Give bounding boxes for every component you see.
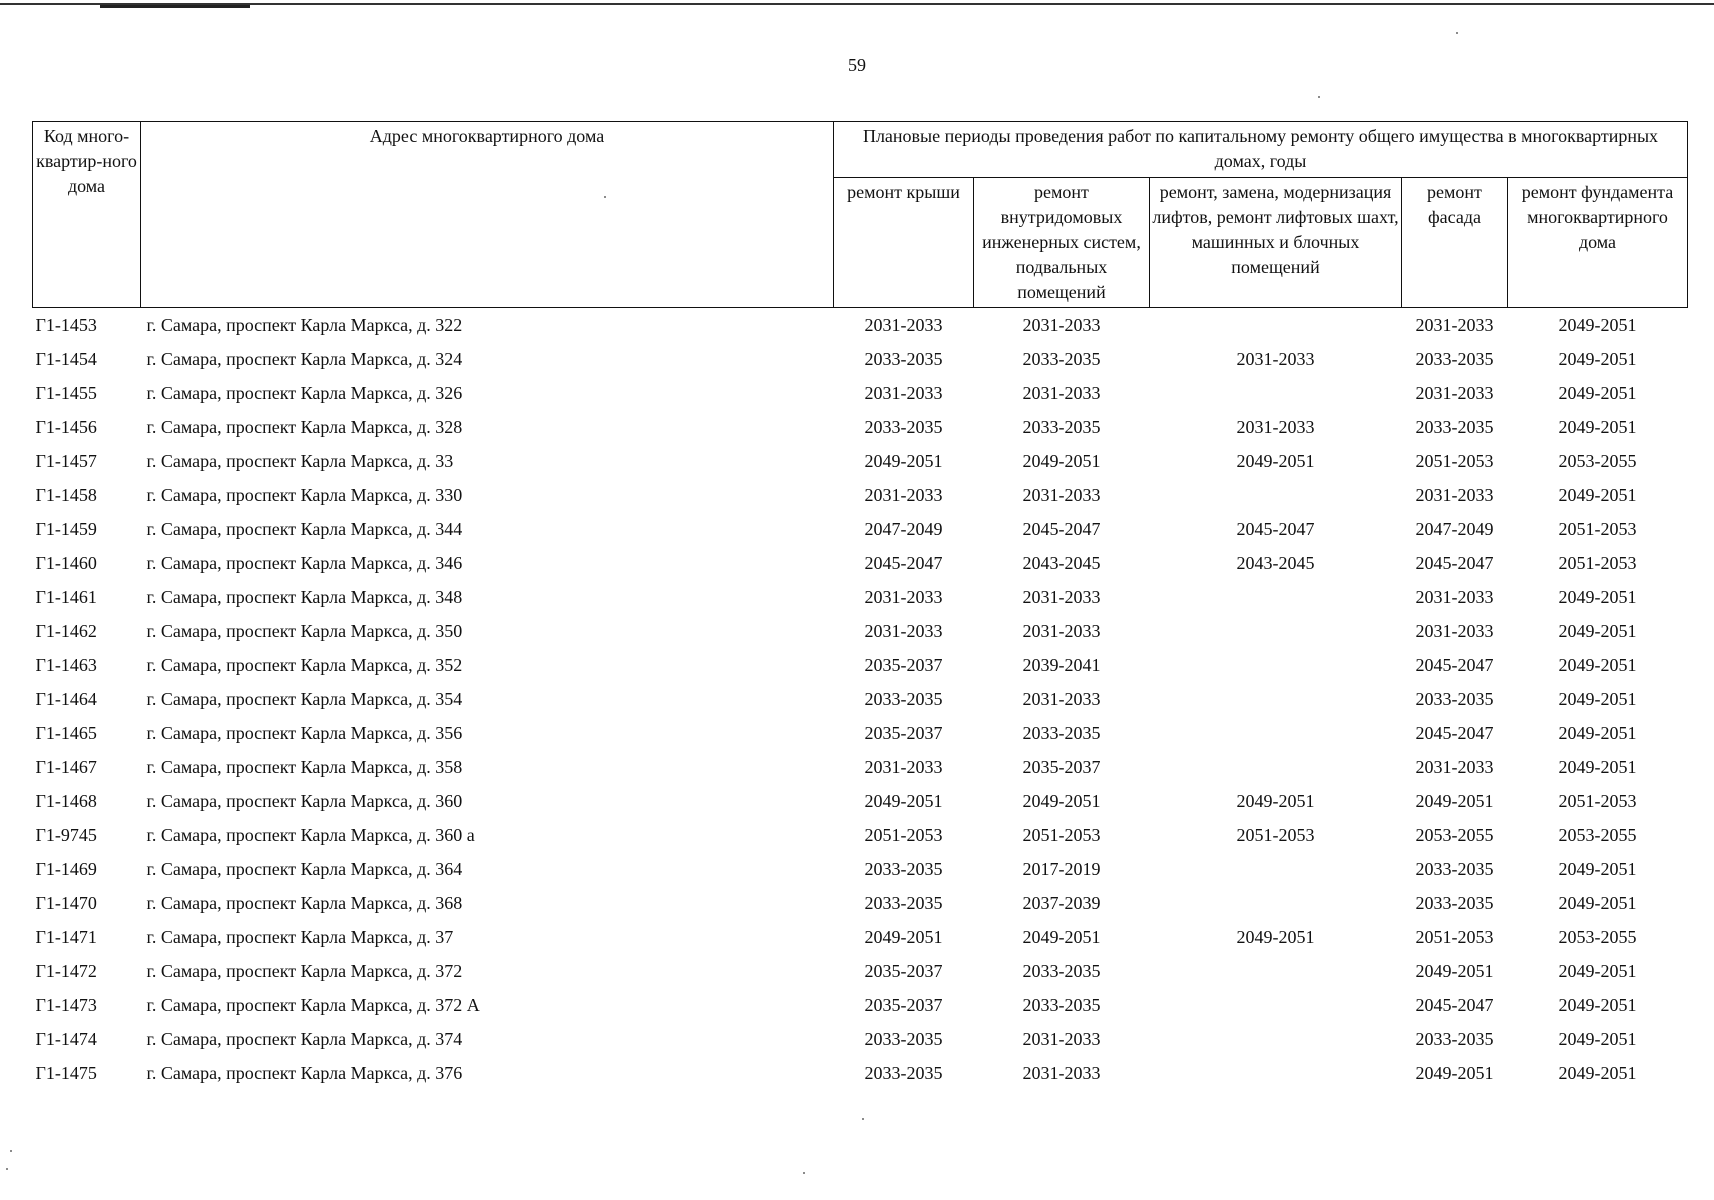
cell-lifts: 2049-2051	[1236, 450, 1315, 471]
cell-foundation: 2049-2051	[1558, 858, 1637, 879]
cell-foundation: 2049-2051	[1558, 484, 1637, 505]
cell-systems: 2049-2051	[1022, 926, 1101, 947]
cell-foundation: 2051-2053	[1558, 552, 1637, 573]
cell-systems: 2031-2033	[1022, 1062, 1101, 1083]
cell-roof: 2033-2035	[864, 1028, 943, 1049]
cell-address: г. Самара, проспект Карла Маркса, д. 372	[146, 960, 463, 981]
cell-lifts	[1150, 682, 1402, 716]
cell-foundation: 2049-2051	[1558, 994, 1637, 1015]
cell-code: Г1-1461	[35, 586, 97, 607]
cell-systems: 2045-2047	[1022, 518, 1101, 539]
cell-facade: 2053-2055	[1415, 824, 1494, 845]
cell-lifts: 2043-2045	[1236, 552, 1315, 573]
cell-address: г. Самара, проспект Карла Маркса, д. 346	[146, 552, 463, 573]
cell-foundation: 2049-2051	[1558, 1062, 1637, 1083]
cell-foundation: 2049-2051	[1558, 722, 1637, 743]
header-lifts: ремонт, замена, модернизация лифтов, ремонт лифтовых шахт, машинных и блочных помещений	[1150, 178, 1402, 308]
cell-lifts	[1150, 886, 1402, 920]
cell-lifts	[1150, 716, 1402, 750]
cell-facade: 2033-2035	[1415, 416, 1494, 437]
cell-foundation: 2049-2051	[1558, 416, 1637, 437]
cell-code: Г1-1454	[35, 348, 97, 369]
cell-systems: 2031-2033	[1022, 484, 1101, 505]
scan-speck	[1456, 32, 1458, 34]
cell-foundation: 2053-2055	[1558, 926, 1637, 947]
cell-foundation: 2051-2053	[1558, 790, 1637, 811]
cell-code: Г1-1471	[35, 926, 97, 947]
cell-lifts: 2049-2051	[1236, 790, 1315, 811]
cell-address: г. Самара, проспект Карла Маркса, д. 350	[146, 620, 463, 641]
cell-address: г. Самара, проспект Карла Маркса, д. 376	[146, 1062, 463, 1083]
cell-facade: 2033-2035	[1415, 892, 1494, 913]
table-row	[33, 410, 1688, 444]
cell-lifts	[1150, 1022, 1402, 1056]
table-header-row	[33, 122, 1688, 178]
cell-lifts	[1150, 478, 1402, 512]
cell-roof: 2033-2035	[864, 1062, 943, 1083]
cell-foundation: 2049-2051	[1558, 382, 1637, 403]
cell-foundation: 2049-2051	[1558, 892, 1637, 913]
cell-roof: 2031-2033	[864, 484, 943, 505]
cell-facade: 2031-2033	[1415, 586, 1494, 607]
cell-code: Г1-1455	[35, 382, 97, 403]
cell-roof: 2031-2033	[864, 756, 943, 777]
cell-code: Г1-1467	[35, 756, 97, 777]
cell-roof: 2035-2037	[864, 654, 943, 675]
cell-systems: 2031-2033	[1022, 382, 1101, 403]
cell-address: г. Самара, проспект Карла Маркса, д. 322	[146, 314, 463, 335]
cell-roof: 2031-2033	[864, 382, 943, 403]
cell-roof: 2047-2049	[864, 518, 943, 539]
cell-roof: 2031-2033	[864, 620, 943, 641]
table-row	[33, 1022, 1688, 1056]
cell-facade: 2031-2033	[1415, 756, 1494, 777]
table-row	[33, 784, 1688, 818]
table-row	[33, 954, 1688, 988]
cell-systems: 2031-2033	[1022, 688, 1101, 709]
cell-roof: 2035-2037	[864, 722, 943, 743]
capital-repair-table	[32, 121, 1688, 1090]
scan-speck	[10, 1150, 12, 1152]
table-row	[33, 546, 1688, 580]
scan-speck	[1318, 96, 1320, 98]
cell-systems: 2033-2035	[1022, 960, 1101, 981]
cell-code: Г1-1459	[35, 518, 97, 539]
cell-roof: 2049-2051	[864, 450, 943, 471]
cell-address: г. Самара, проспект Карла Маркса, д. 368	[146, 892, 463, 913]
cell-systems: 2031-2033	[1022, 586, 1101, 607]
cell-foundation: 2049-2051	[1558, 756, 1637, 777]
cell-address: г. Самара, проспект Карла Маркса, д. 372 А	[146, 994, 480, 1015]
table-row	[33, 614, 1688, 648]
cell-roof: 2035-2037	[864, 994, 943, 1015]
cell-facade: 2045-2047	[1415, 552, 1494, 573]
scan-speck	[803, 1172, 805, 1174]
cell-code: Г1-1460	[35, 552, 97, 573]
cell-roof: 2035-2037	[864, 960, 943, 981]
table-row	[33, 1056, 1688, 1090]
cell-lifts	[1150, 308, 1402, 343]
cell-lifts	[1150, 954, 1402, 988]
cell-code: Г1-1473	[35, 994, 97, 1015]
cell-address: г. Самара, проспект Карла Маркса, д. 358	[146, 756, 463, 777]
cell-lifts	[1150, 614, 1402, 648]
cell-systems: 2031-2033	[1022, 1028, 1101, 1049]
cell-roof: 2031-2033	[864, 314, 943, 335]
cell-address: г. Самара, проспект Карла Маркса, д. 356	[146, 722, 463, 743]
cell-facade: 2031-2033	[1415, 314, 1494, 335]
cell-lifts: 2051-2053	[1236, 824, 1315, 845]
header-foundation: ремонт фундамента многоквартирного дома	[1508, 178, 1688, 308]
cell-address: г. Самара, проспект Карла Маркса, д. 33	[146, 450, 454, 471]
cell-roof: 2051-2053	[864, 824, 943, 845]
cell-roof: 2045-2047	[864, 552, 943, 573]
cell-facade: 2031-2033	[1415, 620, 1494, 641]
cell-address: г. Самара, проспект Карла Маркса, д. 330	[146, 484, 463, 505]
cell-address: г. Самара, проспект Карла Маркса, д. 354	[146, 688, 463, 709]
cell-foundation: 2049-2051	[1558, 314, 1637, 335]
cell-facade: 2049-2051	[1415, 960, 1494, 981]
cell-systems: 2039-2041	[1022, 654, 1101, 675]
cell-facade: 2045-2047	[1415, 654, 1494, 675]
cell-systems: 2033-2035	[1022, 722, 1101, 743]
table-row	[33, 444, 1688, 478]
cell-code: Г1-1458	[35, 484, 97, 505]
cell-facade: 2033-2035	[1415, 858, 1494, 879]
cell-code: Г1-1463	[35, 654, 97, 675]
cell-address: г. Самара, проспект Карла Маркса, д. 328	[146, 416, 463, 437]
header-facade: ремонт фасада	[1402, 178, 1508, 308]
cell-code: Г1-1456	[35, 416, 97, 437]
scan-speck	[604, 196, 606, 198]
table-row	[33, 852, 1688, 886]
table-row	[33, 512, 1688, 546]
cell-systems: 2031-2033	[1022, 620, 1101, 641]
cell-roof: 2033-2035	[864, 688, 943, 709]
header-address: Адрес многоквартирного дома	[141, 122, 834, 308]
cell-foundation: 2049-2051	[1558, 654, 1637, 675]
table-row	[33, 376, 1688, 410]
table-row	[33, 682, 1688, 716]
header-systems: ремонт внутридомовых инженерных систем, подвальных помещений	[974, 178, 1150, 308]
header-periods: Плановые периоды проведения работ по капитальному ремонту общего имущества в многоквартирных домах, годы	[834, 122, 1688, 178]
cell-lifts	[1150, 988, 1402, 1022]
cell-systems: 2049-2051	[1022, 450, 1101, 471]
page-number: 59	[848, 55, 866, 75]
cell-roof: 2049-2051	[864, 790, 943, 811]
cell-lifts: 2031-2033	[1236, 348, 1315, 369]
scan-speck	[6, 1168, 8, 1170]
table-row	[33, 886, 1688, 920]
cell-roof: 2033-2035	[864, 348, 943, 369]
cell-code: Г1-1475	[35, 1062, 97, 1083]
cell-address: г. Самара, проспект Карла Маркса, д. 352	[146, 654, 463, 675]
cell-foundation: 2051-2053	[1558, 518, 1637, 539]
cell-foundation: 2049-2051	[1558, 348, 1637, 369]
cell-systems: 2031-2033	[1022, 314, 1101, 335]
cell-roof: 2049-2051	[864, 926, 943, 947]
cell-systems: 2017-2019	[1022, 858, 1101, 879]
table-row	[33, 920, 1688, 954]
cell-foundation: 2049-2051	[1558, 960, 1637, 981]
cell-code: Г1-1474	[35, 1028, 97, 1049]
cell-code: Г1-1453	[35, 314, 97, 335]
cell-address: г. Самара, проспект Карла Маркса, д. 348	[146, 586, 463, 607]
cell-facade: 2051-2053	[1415, 450, 1494, 471]
cell-foundation: 2049-2051	[1558, 688, 1637, 709]
cell-code: Г1-1470	[35, 892, 97, 913]
cell-foundation: 2049-2051	[1558, 1028, 1637, 1049]
cell-roof: 2031-2033	[864, 586, 943, 607]
cell-facade: 2051-2053	[1415, 926, 1494, 947]
scan-speck	[862, 1118, 864, 1120]
cell-systems: 2037-2039	[1022, 892, 1101, 913]
header-code: Код много-квартир-ного дома	[33, 122, 141, 308]
cell-facade: 2045-2047	[1415, 722, 1494, 743]
cell-systems: 2033-2035	[1022, 348, 1101, 369]
table-row	[33, 716, 1688, 750]
cell-lifts	[1150, 648, 1402, 682]
scan-border-mark	[100, 5, 250, 8]
cell-code: Г1-1462	[35, 620, 97, 641]
table-row	[33, 648, 1688, 682]
cell-systems: 2033-2035	[1022, 416, 1101, 437]
cell-address: г. Самара, проспект Карла Маркса, д. 324	[146, 348, 463, 369]
cell-address: г. Самара, проспект Карла Маркса, д. 360 а	[146, 824, 475, 845]
cell-code: Г1-1464	[35, 688, 97, 709]
table-row	[33, 478, 1688, 512]
cell-lifts: 2049-2051	[1236, 926, 1315, 947]
cell-roof: 2033-2035	[864, 892, 943, 913]
cell-code: Г1-1465	[35, 722, 97, 743]
cell-foundation: 2053-2055	[1558, 450, 1637, 471]
cell-systems: 2035-2037	[1022, 756, 1101, 777]
table-row	[33, 818, 1688, 852]
cell-code: Г1-1472	[35, 960, 97, 981]
table-row	[33, 750, 1688, 784]
cell-facade: 2047-2049	[1415, 518, 1494, 539]
cell-code: Г1-1457	[35, 450, 97, 471]
cell-lifts	[1150, 376, 1402, 410]
scan-border-line	[0, 3, 1714, 5]
cell-facade: 2033-2035	[1415, 348, 1494, 369]
cell-systems: 2051-2053	[1022, 824, 1101, 845]
cell-facade: 2031-2033	[1415, 382, 1494, 403]
cell-lifts: 2045-2047	[1236, 518, 1315, 539]
cell-lifts	[1150, 1056, 1402, 1090]
cell-foundation: 2053-2055	[1558, 824, 1637, 845]
cell-facade: 2049-2051	[1415, 1062, 1494, 1083]
cell-code: Г1-1468	[35, 790, 97, 811]
cell-roof: 2033-2035	[864, 858, 943, 879]
table-body	[33, 308, 1688, 1091]
cell-address: г. Самара, проспект Карла Маркса, д. 344	[146, 518, 463, 539]
cell-systems: 2049-2051	[1022, 790, 1101, 811]
header-roof: ремонт крыши	[834, 178, 974, 308]
table-row	[33, 988, 1688, 1022]
cell-lifts	[1150, 580, 1402, 614]
table-row	[33, 580, 1688, 614]
cell-address: г. Самара, проспект Карла Маркса, д. 374	[146, 1028, 463, 1049]
cell-address: г. Самара, проспект Карла Маркса, д. 364	[146, 858, 463, 879]
table-row	[33, 342, 1688, 376]
cell-roof: 2033-2035	[864, 416, 943, 437]
cell-foundation: 2049-2051	[1558, 620, 1637, 641]
cell-foundation: 2049-2051	[1558, 586, 1637, 607]
cell-systems: 2033-2035	[1022, 994, 1101, 1015]
cell-facade: 2033-2035	[1415, 1028, 1494, 1049]
cell-code: Г1-1469	[35, 858, 97, 879]
cell-lifts: 2031-2033	[1236, 416, 1315, 437]
cell-address: г. Самара, проспект Карла Маркса, д. 360	[146, 790, 463, 811]
cell-facade: 2031-2033	[1415, 484, 1494, 505]
cell-facade: 2049-2051	[1415, 790, 1494, 811]
cell-address: г. Самара, проспект Карла Маркса, д. 326	[146, 382, 463, 403]
cell-address: г. Самара, проспект Карла Маркса, д. 37	[146, 926, 454, 947]
cell-systems: 2043-2045	[1022, 552, 1101, 573]
cell-facade: 2045-2047	[1415, 994, 1494, 1015]
table-row	[33, 308, 1688, 343]
cell-lifts	[1150, 750, 1402, 784]
cell-lifts	[1150, 852, 1402, 886]
cell-code: Г1-9745	[35, 824, 97, 845]
cell-facade: 2033-2035	[1415, 688, 1494, 709]
